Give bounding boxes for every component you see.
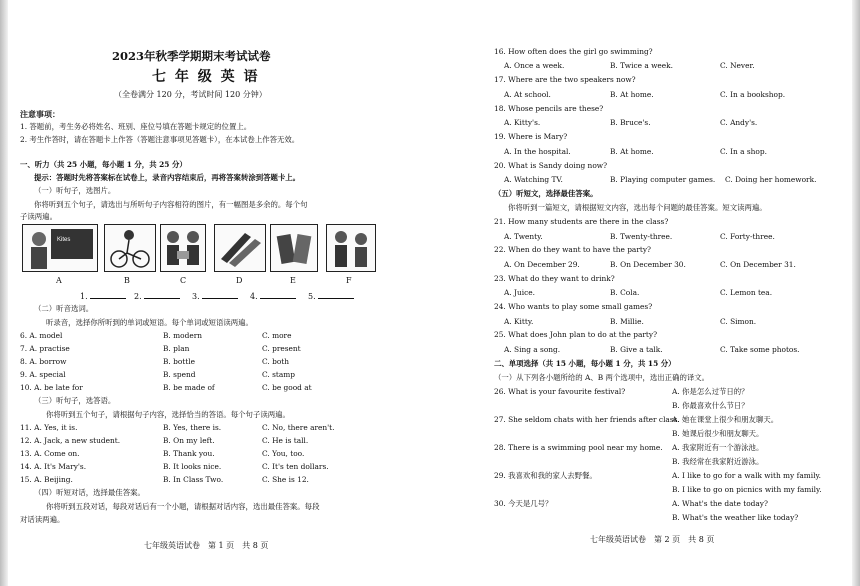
option-a: A. Kitty's. xyxy=(504,118,541,127)
part1-hint: 提示：答题时先将答案标在试卷上，录音内容结束后，再将答案转涂到答题卡上。 xyxy=(34,173,301,182)
option-b: B. In Class Two. xyxy=(163,475,224,484)
option-a: 10. A. be late for xyxy=(20,383,83,392)
option-b: B. At home. xyxy=(610,90,654,99)
option-c: C. more xyxy=(262,331,292,340)
picture-a xyxy=(22,224,98,272)
option-b: B. On December 30. xyxy=(610,260,686,269)
option-c: C. On December 31. xyxy=(720,260,796,269)
pencils-icon xyxy=(215,225,265,271)
option-b: B. What's the weather like today? xyxy=(672,513,799,522)
option-b: B. Give a talk. xyxy=(610,345,663,354)
option-c: C. Take some photos. xyxy=(720,345,800,354)
option-c: C. Forty-three. xyxy=(720,232,775,241)
notice-title: 注意事项： xyxy=(20,109,60,119)
option-b: B. Cola. xyxy=(610,288,640,297)
option-b: B. bottle xyxy=(163,357,195,366)
notice-item-2: 2. 考生作答时，请在答题卡上作答（答题注意事项见答题卡），在本试卷上作答无效。 xyxy=(20,135,300,144)
part1-title: 一、听力（共 25 小题，每小题 1 分，共 25 分） xyxy=(20,160,187,169)
option-c: C. It's ten dollars. xyxy=(262,462,329,471)
picture-c xyxy=(160,224,206,272)
books-icon xyxy=(271,225,317,271)
option-b: B. Thank you. xyxy=(163,449,215,458)
option-a: 12. A. Jack, a new student. xyxy=(20,436,121,445)
option-c: C. Simon. xyxy=(720,317,757,326)
svg-text:Kites: Kites xyxy=(57,237,71,243)
section1-title: （一）听句子，选图片。 xyxy=(34,186,116,195)
exam-subject: 七 年 级 英 语 xyxy=(152,69,260,85)
section2-desc: 听录音，选择你所听到的单词或短语。每个单词或短语读两遍。 xyxy=(46,318,253,327)
option-b: B. It looks nice. xyxy=(163,462,222,471)
option-c: C. Andy's. xyxy=(720,118,758,127)
question-text: 23. What do they want to drink? xyxy=(494,274,615,283)
question-text: 17. Where are the two speakers now? xyxy=(494,75,636,84)
option-a: A. Juice. xyxy=(504,288,535,297)
picture-b xyxy=(104,224,156,272)
answer-blank-3: 3. xyxy=(192,290,238,302)
option-b: B. modern xyxy=(163,331,202,340)
page-footer: 七年级英语试卷 第 2 页 共 8 页 xyxy=(590,535,715,544)
part2-subtitle: （一）从下列各小题所给的 A、B 两个选项中，选出正确的译文。 xyxy=(494,373,710,382)
question-text: 18. Whose pencils are these? xyxy=(494,104,604,113)
option-c: C. be good at xyxy=(262,383,312,392)
option-c: C. Doing her homework. xyxy=(725,175,817,184)
section5-desc: 你将听到一篇短文，请根据短文内容，选出每个问题的最佳答案。短文读两遍。 xyxy=(508,203,767,212)
question-text: 30. 今天是几号？ xyxy=(494,499,553,508)
option-b: B. Yes, there is. xyxy=(163,423,222,432)
section4-desc: 你将听到五段对话，每段对话后有一个小题，请根据对话内容，选出最佳答案。每段 xyxy=(46,502,320,511)
picture-label-e: E xyxy=(290,276,296,285)
option-b: B. Twice a week. xyxy=(610,61,674,70)
question-text: 20. What is Sandy doing now? xyxy=(494,161,608,170)
option-a: A. Sing a song. xyxy=(504,345,561,354)
picture-label-a: A xyxy=(56,276,62,285)
picture-e xyxy=(270,224,318,272)
question-text: 26. What is your favourite festival? xyxy=(494,387,626,396)
children-reading-icon xyxy=(161,225,205,271)
option-a: A. At school. xyxy=(504,90,551,99)
question-text: 29. 我喜欢和我的家人去野餐。 xyxy=(494,471,597,480)
option-a: A. I like to go for a walk with my family. xyxy=(672,471,821,480)
question-text: 21. How many students are there in the class? xyxy=(494,217,669,226)
section3-desc: 你将听到五个句子，请根据句子内容，选择恰当的答语。每个句子读两遍。 xyxy=(46,410,290,419)
option-a: A. Kitty. xyxy=(504,317,534,326)
option-c: C. stamp xyxy=(262,370,295,379)
teacher-blackboard-icon xyxy=(23,225,97,271)
option-a: 9. A. special xyxy=(20,370,66,379)
option-c: C. Lemon tea. xyxy=(720,288,773,297)
answer-blank-2: 2. xyxy=(134,290,180,302)
score-note: （全卷满分 120 分，考试时间 120 分钟） xyxy=(114,90,267,99)
option-a: A. In the hospital. xyxy=(504,147,571,156)
option-a: A. On December 29. xyxy=(504,260,580,269)
option-c: C. He is tall. xyxy=(262,436,309,445)
option-row: 6. A. model xyxy=(20,331,63,340)
option-a: A. Watching TV. xyxy=(504,175,563,184)
option-a: A. Twenty. xyxy=(504,232,543,241)
answer-blank-4: 4. xyxy=(250,290,296,302)
bicycle-riders-icon xyxy=(105,225,155,271)
option-b: B. Twenty-three. xyxy=(610,232,673,241)
option-c: C. Never. xyxy=(720,61,755,70)
picture-label-d: D xyxy=(236,276,243,285)
question-text: 19. Where is Mary? xyxy=(494,132,568,141)
section2-title: （二）听音选词。 xyxy=(34,304,94,313)
picture-f xyxy=(326,224,376,272)
option-b: B. Bruce's. xyxy=(610,118,651,127)
exam-page-2 xyxy=(430,0,860,586)
question-text: 28. There is a swimming pool near my home. xyxy=(494,443,663,452)
option-a: 11. A. Yes, it is. xyxy=(20,423,78,432)
option-a: A. 我家附近有一个游泳池。 xyxy=(672,443,764,452)
option-a: A. What's the date today? xyxy=(672,499,768,508)
section4-title: （四）听短对话，选择最佳答案。 xyxy=(34,488,145,497)
question-text: 27. She seldom chats with her friends after class. xyxy=(494,415,680,424)
option-c: C. No, there aren't. xyxy=(262,423,335,432)
section3-title: （三）听句子，选答语。 xyxy=(34,396,116,405)
option-b: B. 她课后很少和朋友聊天。 xyxy=(672,429,764,438)
notice-item-1: 1. 答题前，考生务必将姓名、班别、座位号填在答题卡规定的位置上。 xyxy=(20,122,252,131)
picture-label-b: B xyxy=(124,276,130,285)
page-footer: 七年级英语试卷 第 1 页 共 8 页 xyxy=(144,541,269,550)
part2-title: 二、单项选择（共 15 小题，每小题 1 分，共 15 分） xyxy=(494,359,676,368)
picture-d xyxy=(214,224,266,272)
option-b: B. Playing computer games. xyxy=(610,175,716,184)
question-text: 22. When do they want to have the party? xyxy=(494,245,651,254)
option-a: 8. A. borrow xyxy=(20,357,67,366)
option-b: B. At home. xyxy=(610,147,654,156)
scan-edge-shadow xyxy=(852,0,860,586)
option-b: B. On my left. xyxy=(163,436,215,445)
question-text: 25. What does John plan to do at the party? xyxy=(494,330,658,339)
answer-blank-5: 5. xyxy=(308,290,354,302)
option-b: B. be made of xyxy=(163,383,215,392)
section5-title: （五）听短文，选择最佳答案。 xyxy=(494,189,598,198)
family-talk-icon xyxy=(327,225,375,271)
option-c: C. In a bookshop. xyxy=(720,90,786,99)
option-c: C. present xyxy=(262,344,301,353)
section1-desc-cont: 子读两遍。 xyxy=(20,212,57,221)
option-a: 7. A. practise xyxy=(20,344,70,353)
scan-edge-shadow xyxy=(0,0,8,586)
exam-title: 2023年秋季学期期末考试试卷 xyxy=(112,49,271,63)
option-a: A. 她在课堂上很少和朋友聊天。 xyxy=(672,415,779,424)
option-b: B. I like to go on picnics with my family. xyxy=(672,485,822,494)
option-c: C. In a shop. xyxy=(720,147,767,156)
option-a: A. Once a week. xyxy=(504,61,565,70)
option-c: C. both xyxy=(262,357,290,366)
question-text: 16. How often does the girl go swimming? xyxy=(494,47,653,56)
picture-label-f: F xyxy=(346,276,352,285)
section1-desc: 你将听到五个句子，请选出与所听句子内容相符的图片，有一幅图是多余的。每个句 xyxy=(34,200,308,209)
option-c: C. She is 12. xyxy=(262,475,309,484)
option-b: B. 我经常在我家附近游泳。 xyxy=(672,457,764,466)
option-b: B. Millie. xyxy=(610,317,644,326)
option-c: C. You, too. xyxy=(262,449,305,458)
option-b: B. 你最喜欢什么节日？ xyxy=(672,401,749,410)
option-a: A. 你是怎么过节日的？ xyxy=(672,387,749,396)
option-a: 13. A. Come on. xyxy=(20,449,80,458)
option-b: B. spend xyxy=(163,370,196,379)
option-a: 14. A. It's Mary's. xyxy=(20,462,87,471)
section4-desc-cont: 对话读两遍。 xyxy=(20,515,65,524)
answer-blank-1: 1. xyxy=(80,290,126,302)
question-text: 24. Who wants to play some small games? xyxy=(494,302,653,311)
option-b: B. plan xyxy=(163,344,190,353)
option-a: 15. A. Beijing. xyxy=(20,475,73,484)
picture-label-c: C xyxy=(180,276,187,285)
